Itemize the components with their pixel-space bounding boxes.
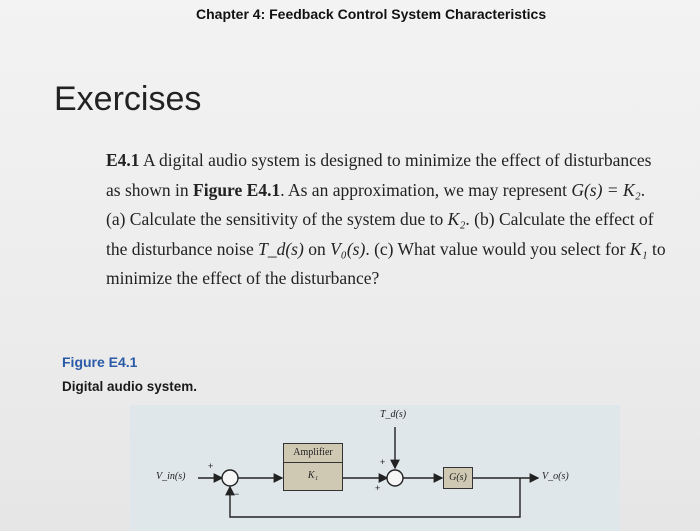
- figure-title: Figure E4.1: [62, 354, 138, 370]
- block-diagram-lines: [130, 405, 620, 531]
- exercise-text: on: [303, 238, 331, 259]
- exercise-text: . As an approximation, we may represent: [280, 179, 572, 200]
- exercise-text: . (c) What value would you select for: [365, 238, 630, 259]
- amplifier-label: Amplifier: [284, 444, 342, 463]
- figure-reference: Figure E4.1: [193, 179, 281, 200]
- amplifier-block: [283, 443, 343, 491]
- math-expression: G(s) = K₂: [571, 179, 641, 200]
- output-label: V_o(s): [542, 471, 569, 482]
- math-expression: K₁: [629, 238, 648, 259]
- exercise-text: . (a) Calculate the sensitivity of the system due to: [106, 179, 646, 229]
- figure-caption: Digital audio system.: [62, 379, 198, 394]
- sum2-plus-top-sign: +: [380, 457, 386, 467]
- summing-junction-2: [387, 470, 403, 486]
- exercise-text: A digital audio system is designed to minimize the effect of disturbances as shown in: [106, 150, 652, 200]
- block-diagram: [130, 405, 620, 531]
- input-label: V_in(s): [156, 471, 186, 482]
- exercise-number: E4.1: [106, 150, 140, 170]
- amplifier-gain: K₁: [307, 470, 319, 481]
- summing-junction-1: [222, 470, 238, 486]
- math-expression: V₀(s): [330, 238, 366, 259]
- math-expression: T_d(s): [258, 238, 304, 259]
- sum1-plus-sign: +: [208, 461, 214, 471]
- disturbance-label: T_d(s): [380, 409, 407, 420]
- plant-block: G(s): [443, 467, 473, 489]
- sum2-plus-bottom-sign: +: [375, 483, 381, 493]
- sum1-minus-sign: −: [234, 489, 240, 499]
- section-title: Exercises: [54, 80, 202, 118]
- chapter-header: Chapter 4: Feedback Control System Characteristics: [196, 6, 547, 22]
- exercise-e4-1: [106, 146, 666, 294]
- exercise-text: to minimize the effect of the disturbance?: [106, 238, 666, 288]
- exercise-text: . (b) Calculate the effect of the disturbance noise: [106, 209, 654, 259]
- math-expression: K₂: [447, 209, 466, 229]
